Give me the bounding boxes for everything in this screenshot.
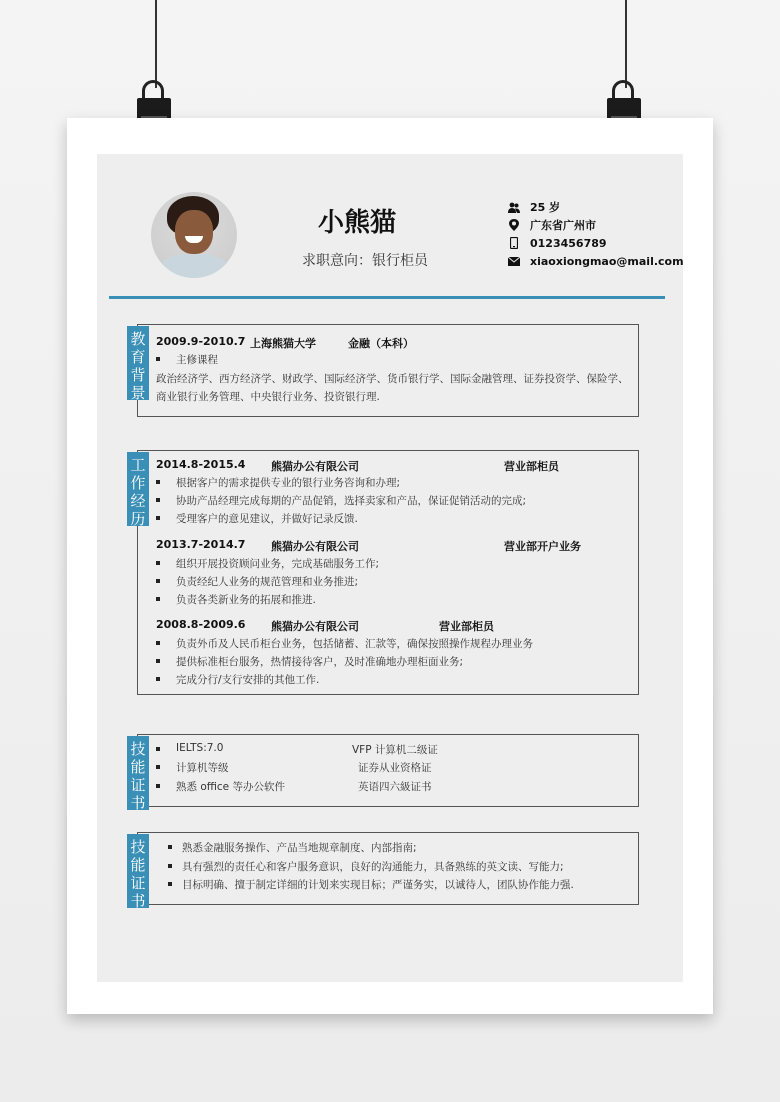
job1-item1: 根据客户的需求提供专业的银行业务咨询和办理;	[176, 477, 401, 489]
job-intent	[302, 250, 428, 270]
ability-2: 具有强烈的责任心和客户服务意识，良好的沟通能力，具备熟练的英文读、写能力;	[182, 861, 564, 873]
job3-item1: 负责外币及人民币柜台业务，包括储蓄、汇款等，确保按照操作规程办理业务	[176, 638, 533, 650]
skills-section	[137, 734, 639, 807]
work-section	[137, 450, 639, 695]
ability-1: 熟悉金融服务操作、产品当地规章制度、内部指南;	[182, 842, 417, 854]
edu-courses-line2: 商业银行业务管理、中央银行业务、投资银行理.	[156, 391, 380, 403]
job2-item1: 组织开展投资顾问业务，完成基础服务工作;	[176, 558, 380, 570]
avatar	[151, 192, 237, 278]
contact-age: 25 岁	[507, 198, 684, 216]
mail-icon	[507, 255, 521, 267]
header-divider	[109, 296, 665, 299]
candidate-name: 小熊猫	[317, 208, 396, 238]
phone-number[interactable]: 0123456789	[530, 236, 607, 250]
education-tab: 教育背景	[127, 326, 149, 400]
skill-right-2: 证券从业资格证	[358, 762, 432, 774]
abilities-section	[137, 832, 639, 905]
edu-course-title: 主修课程	[176, 354, 218, 366]
job2-item2: 负责经纪人业务的规范管理和业务推进;	[176, 576, 359, 588]
job3-role: 营业部柜员	[439, 620, 494, 633]
edu-courses-line1: 政治经济学、西方经济学、财政学、国际经济学、货币银行学、国际金融管理、证券投资学、保险学、	[156, 373, 629, 385]
abilities-tab: 技能证书	[127, 834, 149, 908]
skill-right-1: VFP 计算机二级证	[352, 744, 438, 756]
contact-email	[507, 252, 684, 270]
contact-phone	[507, 234, 684, 252]
job1-company: 熊猫办公有限公司	[271, 460, 359, 473]
job1-item2: 协助产品经理完成每期的产品促销，选择卖家和产品，保证促销活动的完成;	[176, 495, 527, 507]
edu-major: 金融（本科）	[348, 337, 414, 350]
job3-item3: 完成分行/支行安排的其他工作.	[176, 674, 320, 686]
job2-period: 2013.7-2014.7	[156, 538, 246, 551]
contact-location: 广东省广州市	[507, 216, 684, 234]
job3-company: 熊猫办公有限公司	[271, 620, 359, 633]
ability-3: 目标明确、擅于制定详细的计划来实现目标；严谨务实，以诚待人，团队协作能力强.	[182, 879, 574, 891]
edu-school: 上海熊猫大学	[250, 337, 316, 350]
job1-item3: 受理客户的意见建议，并做好记录反馈.	[176, 513, 358, 525]
skill-left-1: IELTS:7.0	[176, 742, 224, 754]
skill-left-2: 计算机等级	[176, 762, 229, 774]
resume-sheet	[67, 118, 713, 1014]
location-icon	[507, 219, 521, 231]
job2-item3: 负责各类新业务的拓展和推进.	[176, 594, 316, 606]
resume-body	[97, 154, 683, 982]
work-tab: 工作经历	[127, 452, 149, 526]
email-address[interactable]: xiaoxiongmao@mail.com	[530, 254, 684, 268]
education-section	[137, 324, 639, 417]
job3-period: 2008.8-2009.6	[156, 618, 246, 631]
right-hanging-wire	[625, 0, 627, 88]
job-intent-label: 求职意向：	[302, 253, 372, 269]
user-icon	[507, 201, 521, 213]
job-intent-value: 银行柜员	[372, 253, 428, 269]
skill-right-3: 英语四六級证书	[358, 781, 432, 793]
job1-period: 2014.8-2015.4	[156, 458, 246, 471]
skills-tab: 技能证书	[127, 736, 149, 810]
job3-item2: 提供标准柜台服务，热情接待客户，及时准确地办理柜面业务;	[176, 656, 464, 668]
phone-icon	[507, 237, 521, 249]
contact-list	[507, 198, 684, 270]
edu-period: 2009.9-2010.7	[156, 335, 246, 348]
skill-left-3: 熟悉 office 等办公软件	[176, 781, 285, 793]
job2-company: 熊猫办公有限公司	[271, 540, 359, 553]
left-hanging-wire	[155, 0, 157, 88]
job2-role: 营业部开户业务	[504, 540, 581, 553]
job1-role: 营业部柜员	[504, 460, 559, 473]
